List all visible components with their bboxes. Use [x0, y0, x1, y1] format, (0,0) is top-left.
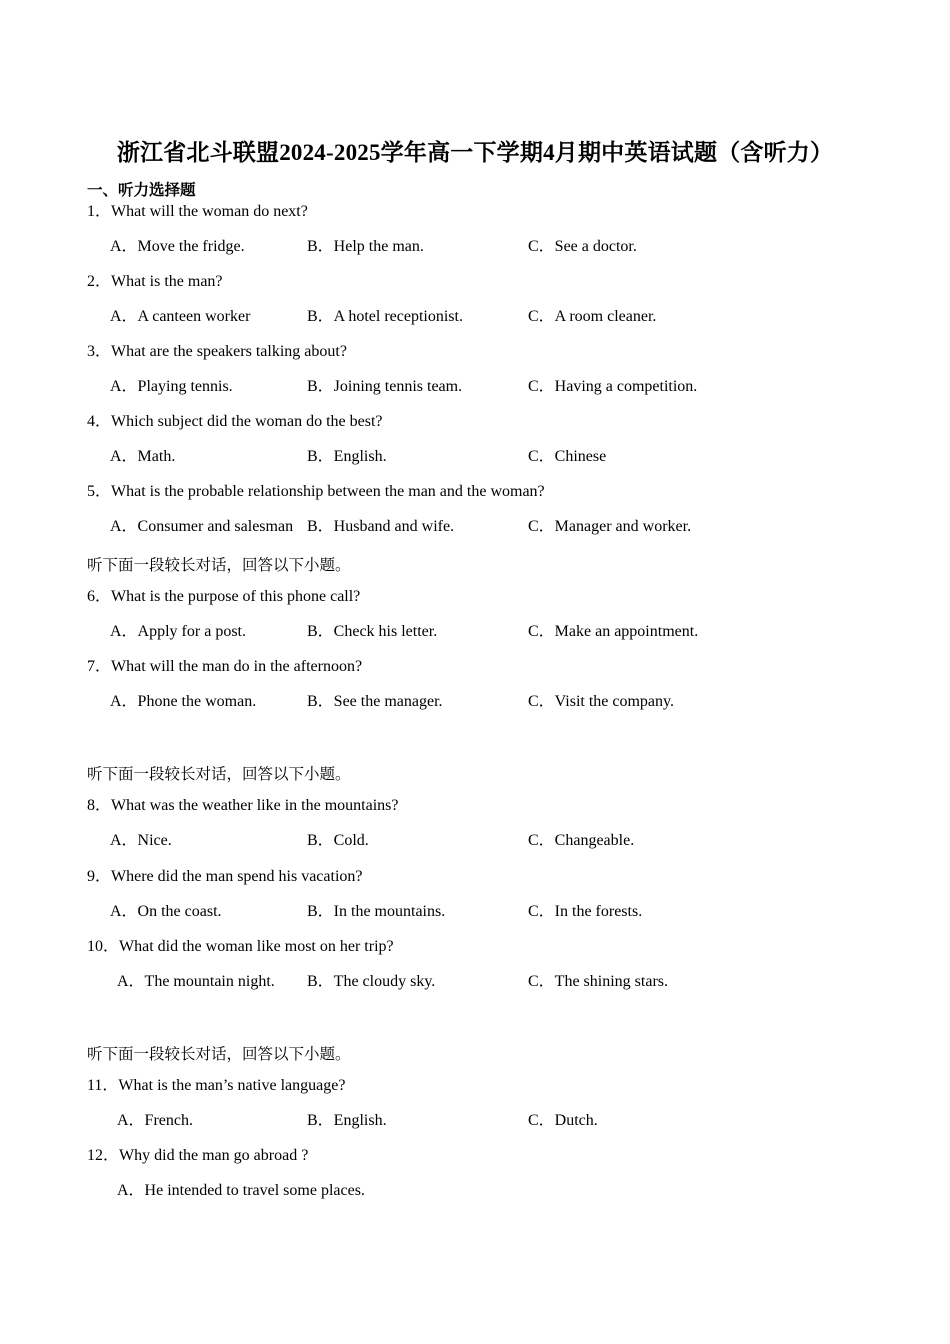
question-text: Why did the man go abroad ?	[119, 1147, 309, 1164]
section-heading: 一、听力选择题	[87, 182, 196, 199]
option-c: C．Changeable.	[528, 832, 635, 849]
option-a: A．A canteen worker	[110, 308, 251, 325]
question-number: 10．	[87, 938, 120, 955]
question-10	[87, 937, 394, 957]
question-4	[87, 412, 383, 432]
option-c: C．A room cleaner.	[528, 308, 657, 325]
question-number: 11．	[87, 1077, 119, 1094]
question-text: What is the probable relationship between the man and the woman?	[111, 483, 545, 500]
question-text: Where did the man spend his vacation?	[111, 868, 363, 885]
option-c: C．Make an appointment.	[528, 623, 699, 640]
question-number: 2．	[87, 273, 112, 290]
option-b: B．English.	[307, 1112, 387, 1129]
question-text: What is the man?	[111, 273, 223, 290]
question-12	[87, 1146, 308, 1166]
option-c: C．Having a competition.	[528, 378, 698, 395]
page-title: 浙江省北斗联盟2024-2025学年高一下学期4月期中英语试题（含听力）	[116, 140, 834, 165]
option-a: A．On the coast.	[110, 903, 222, 920]
option-b: B．A hotel receptionist.	[307, 308, 463, 325]
option-a: A．Phone the woman.	[110, 693, 257, 710]
question-text: What did the woman like most on her trip?	[119, 938, 394, 955]
option-c: C．In the forests.	[528, 903, 643, 920]
option-c: C．Chinese	[528, 448, 607, 465]
question-9	[87, 867, 362, 887]
question-text: What will the woman do next?	[111, 203, 308, 220]
option-a: A．Apply for a post.	[110, 623, 246, 640]
question-number: 4．	[87, 413, 112, 430]
question-text: What is the man’s native language?	[118, 1077, 346, 1094]
option-c: C．See a doctor.	[528, 238, 637, 255]
option-a: A．French.	[117, 1112, 193, 1129]
option-b: B．The cloudy sky.	[307, 973, 436, 990]
option-a: A．Consumer and salesman	[110, 518, 294, 535]
question-3	[87, 342, 347, 362]
listening-instruction: 听下面一段较长对话，回答以下小题。	[87, 766, 351, 783]
question-text: What are the speakers talking about?	[111, 343, 347, 360]
option-b: B．Check his letter.	[307, 623, 438, 640]
question-text: What is the purpose of this phone call?	[111, 588, 361, 605]
option-a: A．Math.	[110, 448, 176, 465]
question-1	[87, 202, 308, 222]
question-8	[87, 796, 398, 816]
question-text: What will the man do in the afternoon?	[111, 658, 363, 675]
question-number: 5．	[87, 483, 112, 500]
question-number: 7．	[87, 658, 112, 675]
listening-instruction: 听下面一段较长对话，回答以下小题。	[87, 1046, 351, 1063]
question-number: 9．	[87, 868, 112, 885]
question-number: 6．	[87, 588, 112, 605]
question-11	[87, 1076, 345, 1096]
option-a: A．Nice.	[110, 832, 172, 849]
option-b: B．In the mountains.	[307, 903, 446, 920]
question-number: 8．	[87, 797, 112, 814]
question-5	[87, 482, 545, 502]
option-a: A．The mountain night.	[117, 973, 275, 990]
option-c: C．The shining stars.	[528, 973, 668, 990]
option-a: A．He intended to travel some places.	[117, 1182, 365, 1199]
question-6	[87, 587, 360, 607]
question-7	[87, 657, 362, 677]
question-number: 3．	[87, 343, 112, 360]
question-text: Which subject did the woman do the best?	[111, 413, 383, 430]
listening-instruction: 听下面一段较长对话，回答以下小题。	[87, 557, 351, 574]
option-a: A．Playing tennis.	[110, 378, 233, 395]
option-a: A．Move the fridge.	[110, 238, 245, 255]
question-number: 12．	[87, 1147, 120, 1164]
option-c: C．Visit the company.	[528, 693, 674, 710]
option-b: B．Help the man.	[307, 238, 424, 255]
question-2	[87, 272, 223, 292]
option-b: B．See the manager.	[307, 693, 443, 710]
option-c: C．Dutch.	[528, 1112, 598, 1129]
option-b: B．Joining tennis team.	[307, 378, 463, 395]
option-c: C．Manager and worker.	[528, 518, 692, 535]
question-number: 1．	[87, 203, 112, 220]
option-b: B．Husband and wife.	[307, 518, 455, 535]
question-text: What was the weather like in the mountains?	[111, 797, 399, 814]
option-b: B．English.	[307, 448, 387, 465]
option-b: B．Cold.	[307, 832, 369, 849]
